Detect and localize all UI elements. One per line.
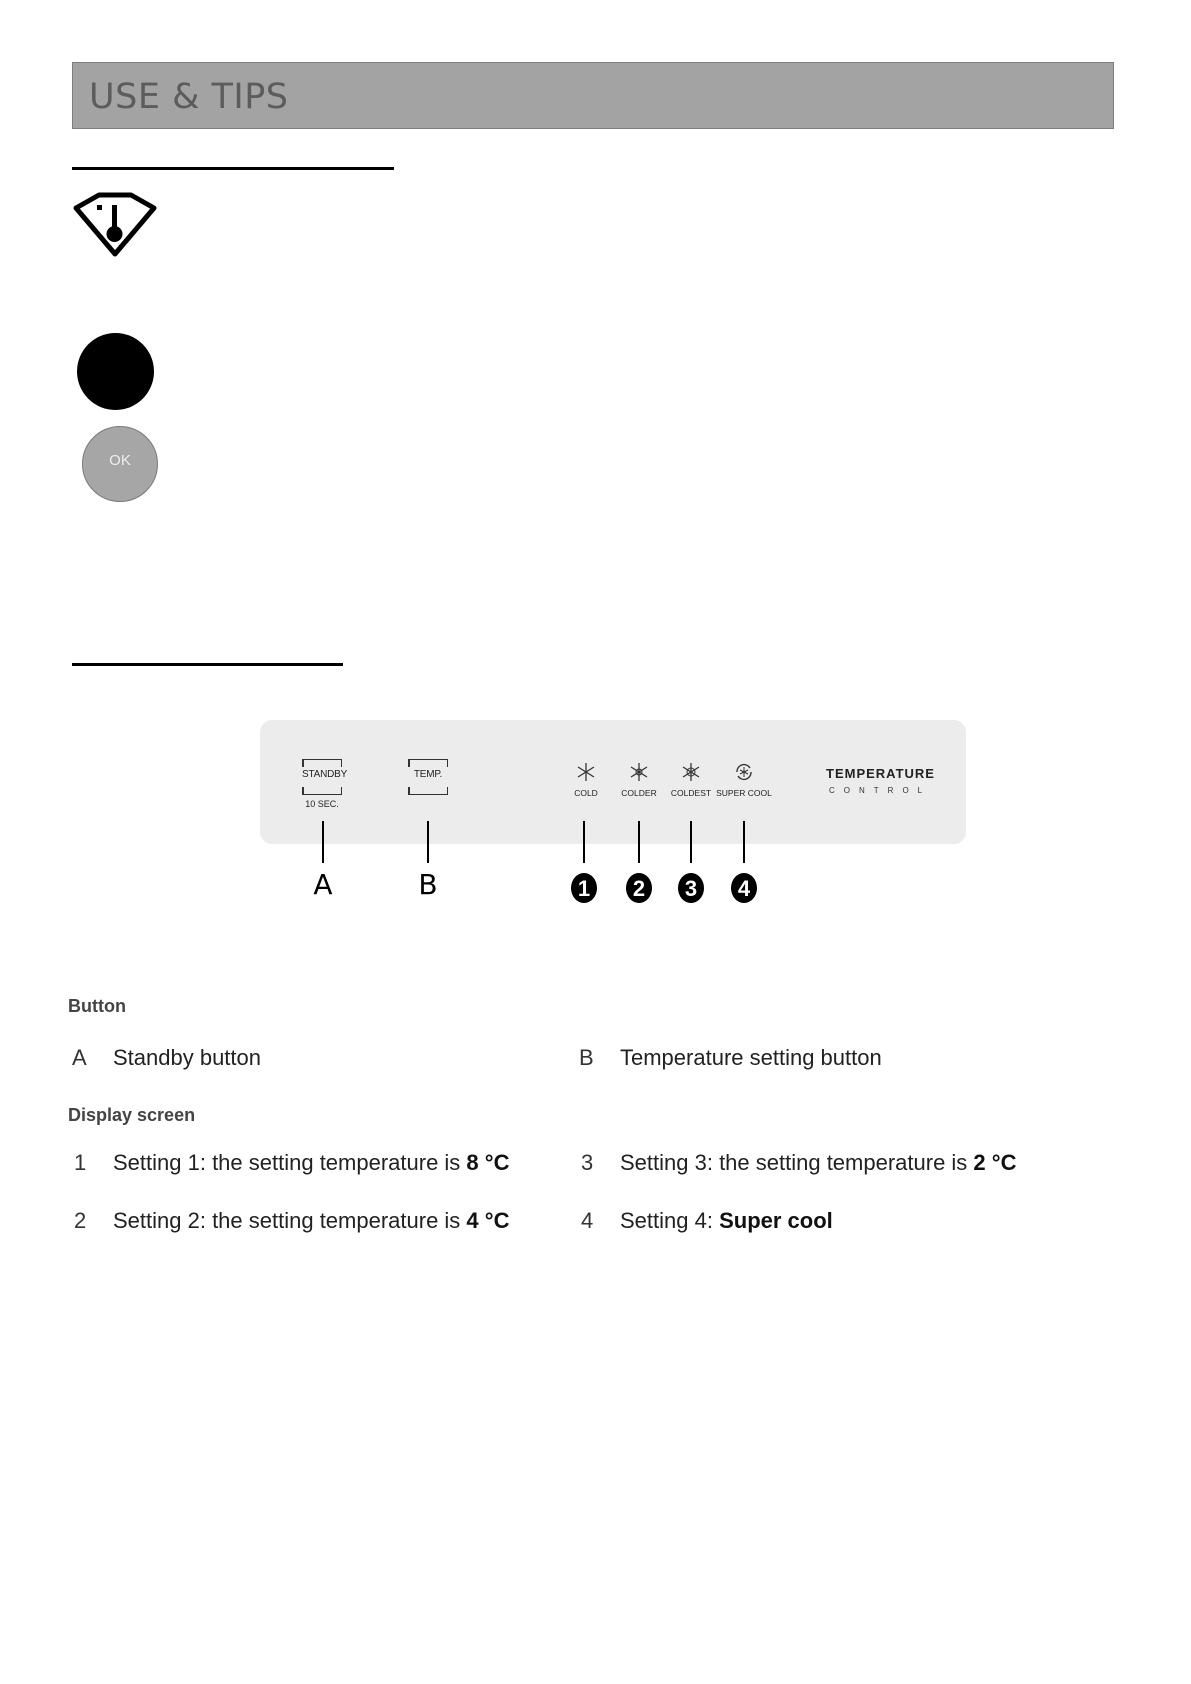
snowflake-icon xyxy=(630,762,648,782)
ok-circle-button: OK xyxy=(82,426,158,502)
setting-key: 2 xyxy=(74,1208,87,1233)
panel-subtitle: CONTROL xyxy=(829,786,932,795)
leader-line xyxy=(427,821,429,863)
panel-title: TEMPERATURE xyxy=(826,766,935,781)
button-desc: Standby button xyxy=(113,1045,262,1070)
callout-a: A xyxy=(313,868,333,901)
standby-key-label: STANDBY xyxy=(302,769,348,780)
mode-label: COLDER xyxy=(621,788,657,798)
heading-underline xyxy=(72,663,343,666)
callout-4: 4 xyxy=(731,873,757,903)
black-circle-icon xyxy=(77,333,154,410)
button-key: B xyxy=(579,1045,594,1070)
button-key: A xyxy=(72,1045,87,1070)
callout-3: 3 xyxy=(678,873,704,903)
callout-1: 1 xyxy=(571,873,597,903)
leader-line xyxy=(638,821,640,863)
temp-key-label: TEMP. xyxy=(413,769,443,780)
setting-desc: Setting 3: the setting temperature is 2 °C xyxy=(620,1150,1017,1175)
mode-label: SUPER COOL xyxy=(716,788,772,798)
display-section-heading: Display screen xyxy=(68,1105,196,1125)
setting-desc: Setting 4: Super cool xyxy=(620,1208,833,1233)
mode-super-cool xyxy=(712,762,776,798)
heading-underline xyxy=(72,167,394,170)
page-title: USE & TIPS xyxy=(89,77,289,117)
snowflake-icon xyxy=(577,762,595,782)
super-cool-icon xyxy=(733,762,755,782)
setting-key: 1 xyxy=(74,1150,87,1175)
setting-desc: Setting 1: the setting temperature is 8 °C xyxy=(113,1150,510,1175)
temp-key xyxy=(408,759,448,795)
standby-key-sub: 10 SEC. xyxy=(305,799,339,809)
temperature-warning-icon xyxy=(72,188,158,260)
mode-label: COLDEST xyxy=(670,788,712,798)
section-header-bar xyxy=(72,62,1114,129)
standby-key xyxy=(302,759,348,795)
snowflake-icon xyxy=(682,762,700,782)
leader-line xyxy=(322,821,324,863)
leader-line xyxy=(583,821,585,863)
leader-line xyxy=(690,821,692,863)
callout-b: B xyxy=(418,868,438,901)
button-desc: Temperature setting button xyxy=(620,1045,882,1070)
setting-key: 3 xyxy=(581,1150,594,1175)
setting-key: 4 xyxy=(581,1208,594,1233)
button-section-heading: Button xyxy=(68,996,126,1016)
setting-desc: Setting 2: the setting temperature is 4 °C xyxy=(113,1208,510,1233)
control-panel xyxy=(260,720,966,844)
mode-label: COLD xyxy=(574,788,598,798)
leader-line xyxy=(743,821,745,863)
callout-2: 2 xyxy=(626,873,652,903)
